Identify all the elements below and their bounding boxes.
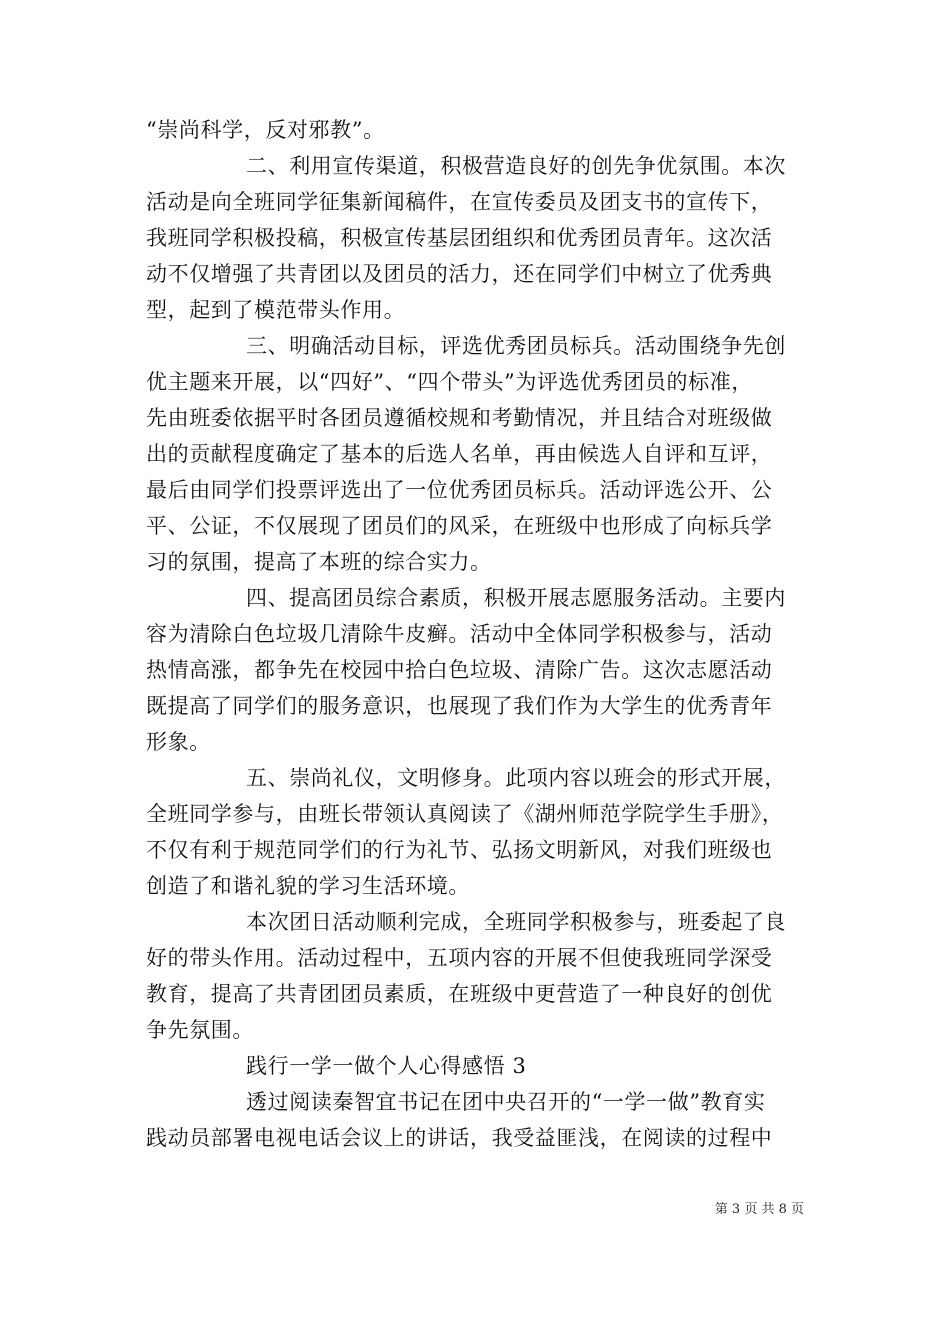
text-line: 形象。 xyxy=(146,730,211,754)
text-line: 争先氛围。 xyxy=(146,1018,254,1042)
text-line: 习的氛围，提高了本班的综合实力。 xyxy=(146,550,492,574)
text-line: 教育，提高了共青团团员素质，在班级中更营造了一种良好的创优 xyxy=(146,982,773,1006)
text-line: 活动是向全班同学征集新闻稿件，在宣传委员及团支书的宣传下， xyxy=(146,190,773,214)
text-line: 透过阅读秦智宜书记在团中央召开的“一学一做”教育实 xyxy=(246,1090,766,1114)
text-line: 优主题来开展，以“四好”、“四个带头”为评选优秀团员的标准， xyxy=(146,370,753,394)
text-line: 五、崇尚礼仪，文明修身。此项内容以班会的形式开展， xyxy=(246,766,786,790)
text-line: 不仅有利于规范同学们的行为礼节、弘扬文明新风，对我们班级也 xyxy=(146,838,773,862)
text-line: 平、公证，不仅展现了团员们的风采，在班级中也形成了向标兵学 xyxy=(146,514,773,538)
text-line: 三、明确活动目标，评选优秀团员标兵。活动围绕争先创 xyxy=(246,334,786,358)
text-line: 好的带头作用。活动过程中，五项内容的开展不但使我班同学深受 xyxy=(146,946,773,970)
text-line: 二、利用宣传渠道，积极营造良好的创先争优氛围。本次 xyxy=(246,154,786,178)
text-line: 最后由同学们投票评选出了一位优秀团员标兵。活动评选公开、公 xyxy=(146,478,773,502)
text-line: 热情高涨，都争先在校园中拾白色垃圾、清除广告。这次志愿活动 xyxy=(146,658,773,682)
text-line: 践动员部署电视电话会议上的讲话，我受益匪浅，在阅读的过程中 xyxy=(146,1126,773,1150)
text-line: 动不仅增强了共青团以及团员的活力，还在同学们中树立了优秀典 xyxy=(146,262,773,286)
text-line: 本次团日活动顺利完成，全班同学积极参与，班委起了良 xyxy=(246,910,786,934)
text-line: 既提高了同学们的服务意识，也展现了我们作为大学生的优秀青年 xyxy=(146,694,773,718)
text-line: 先由班委依据平时各团员遵循校规和考勤情况，并且结合对班级做 xyxy=(146,406,773,430)
text-line: 四、提高团员综合素质，积极开展志愿服务活动。主要内 xyxy=(246,586,786,610)
text-line: 出的贡献程度确定了基本的后选人名单，再由候选人自评和互评， xyxy=(146,442,773,466)
text-line: 容为清除白色垃圾几清除牛皮癣。活动中全体同学积极参与，活动 xyxy=(146,622,773,646)
text-line: “崇尚科学，反对邪教”。 xyxy=(146,118,385,142)
text-line: 型，起到了模范带头作用。 xyxy=(146,298,406,322)
text-line: 创造了和谐礼貌的学习生活环境。 xyxy=(146,874,470,898)
text-line: 全班同学参与，由班长带领认真阅读了《湖州师范学院学生手册》， xyxy=(146,802,784,826)
document-body xyxy=(146,112,816,1156)
text-line: 践行一学一做个人心得感悟 3 xyxy=(246,1054,527,1078)
text-line: 我班同学积极投稿，积极宣传基层团组织和优秀团员青年。这次活 xyxy=(146,226,773,250)
page-number-footer: 第 3 页 共 8 页 xyxy=(714,1202,804,1217)
